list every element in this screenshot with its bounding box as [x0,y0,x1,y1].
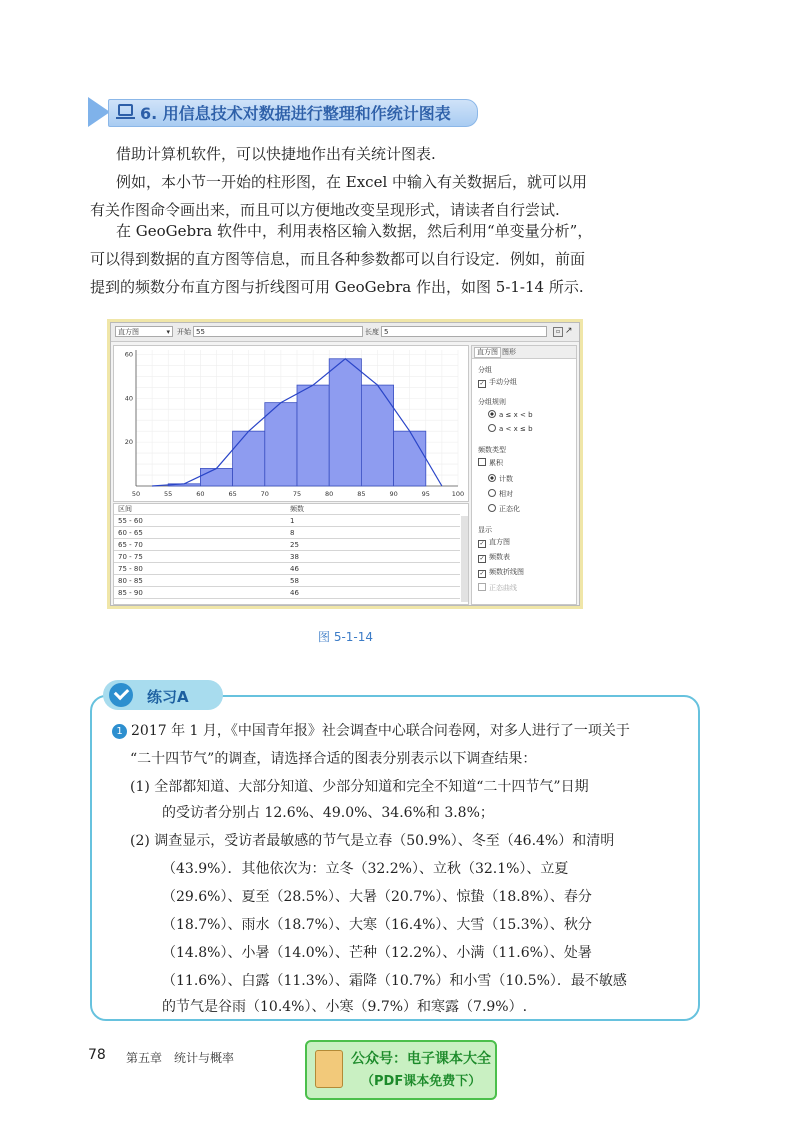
options-panel [471,345,577,605]
chapter-title: 第五章 统计与概率 [126,1051,235,1065]
frequency-cell: 38 [290,553,299,561]
geogebra-window [110,322,580,606]
table-row [114,516,460,527]
interval-cell: 65 - 70 [118,541,143,549]
chevron-down-icon: ▾ [166,328,170,336]
stamp-line1: 公众号：电子课本大全 [351,1051,491,1067]
exercise-line: (1) 全部都知道、大部分知道、少部分知道和完全不知道“二十四节气”日期 [130,779,589,795]
show-freq-polygon-label: 频数折线图 [489,568,524,576]
paragraph-line: 可以得到数据的直方图等信息，而且各种参数都可以自行设定．例如，前面 [90,250,586,268]
x-tick-label: 100 [451,490,465,498]
exercise-text: 2017 年 1 月，《中国青年报》社会调查中心联合问卷网，对多人进行了一项关于 [131,723,630,739]
histogram-bar [329,359,361,486]
y-tick-label: 60 [124,350,133,359]
y-tick-label: 40 [124,394,133,403]
exercise-line [112,717,630,746]
question-number: 1 [112,724,127,739]
show-histogram-label: 直方图 [489,538,510,546]
table-header-row [114,504,460,515]
group-classes-heading: 分组 [478,366,492,374]
checkbox-icon [478,458,486,466]
start-value: 55 [196,328,205,336]
radio-icon [488,424,496,432]
start-input[interactable] [193,326,363,337]
show-histogram-option[interactable] [478,538,510,548]
exercise-line: 的节气是谷雨（10.4%）、小寒（9.7%）和寒露（7.9%）. [162,999,528,1015]
frequency-cell: 25 [290,541,299,549]
interval-cell: 60 - 65 [118,529,143,537]
interval-cell: 70 - 75 [118,553,143,561]
histogram-bar [233,431,265,486]
geogebra-toolbar [111,323,579,342]
chart-type-value: 直方图 [118,328,139,336]
computer-icon [118,104,133,116]
width-value: 5 [384,328,389,336]
section-title: 6. 用信息技术对数据进行整理和作统计图表 [140,104,451,123]
paragraph-line: 有关作图命令画出来，而且可以方便地改变呈现形式，请读者自行尝试. [90,201,560,219]
y-tick-label: 20 [124,438,133,447]
radio-icon [488,410,496,418]
watermark-stamp [305,1040,497,1100]
x-tick-label: 55 [164,490,173,498]
stamp-line2: （PDF课本免费下） [361,1074,482,1089]
interval-cell: 75 - 80 [118,565,143,573]
frequency-cell: 46 [290,565,299,573]
x-tick-label: 80 [325,490,334,498]
rule-b-label: a < x ≤ b [499,425,533,433]
paragraph-line: 提到的频数分布直方图与折线图可用 GeoGebra 作出，如图 5-1-14 所示. [90,278,584,296]
frequency-cell: 1 [290,517,295,525]
panel-tabs [472,346,576,359]
show-heading: 显示 [478,526,492,534]
exercise-line: （11.6%）、白露（11.3%）、霜降（10.7%）和小雪（10.5%）．最不敏感 [162,973,627,989]
options-icon[interactable]: ▫ [553,327,563,337]
width-input[interactable] [381,326,547,337]
manual-classes-label: 手动分组 [489,378,517,386]
checkmark-icon [109,683,133,707]
group-rule-heading: 分组规则 [478,398,506,406]
radio-icon [488,504,496,512]
chart-type-select[interactable] [115,326,173,337]
x-tick-label: 70 [260,490,269,498]
exercise-line: （18.7%）、雨水（18.7%）、大寒（16.4%）、大雪（15.3%）、秋分 [162,917,592,933]
checkbox-icon: ✓ [479,540,485,547]
table-row [114,564,460,575]
book-icon [315,1050,343,1088]
show-freq-table-option[interactable] [478,553,510,563]
cumulative-label: 累积 [489,459,503,467]
interval-cell: 80 - 85 [118,577,143,585]
normal-curve-label: 正态曲线 [489,584,517,592]
export-icon[interactable]: ↗ [565,326,573,336]
manual-classes-option[interactable] [478,378,517,388]
frequency-cell: 46 [290,589,299,597]
header-frequency: 频数 [290,505,304,513]
table-row [114,576,460,587]
table-row [114,540,460,551]
relative-option[interactable] [488,489,513,499]
histogram-bar [394,431,426,486]
checkbox-icon: ✓ [479,380,485,387]
width-label: 长度 [365,328,379,336]
page-number: 78 [88,1047,106,1063]
checkbox-icon [478,583,486,591]
exercise-line: （29.6%）、夏至（28.5%）、大暑（20.7%）、惊蛰（18.8%）、春分 [162,889,592,905]
exercise-tag [103,680,223,710]
checkbox-icon: ✓ [479,570,485,577]
x-tick-label: 65 [228,490,237,498]
paragraph-line: 借助计算机软件，可以快捷地作出有关统计图表. [116,145,436,163]
table-row [114,552,460,563]
rule-a-option[interactable] [488,410,533,420]
histogram-plot [113,345,469,502]
table-scrollbar[interactable] [461,516,468,602]
normal-curve-option[interactable] [478,583,517,593]
cumulative-option[interactable] [478,458,503,468]
exercise-line: “二十四节气”的调查，请选择合适的图表分别表示以下调查结果： [130,751,537,767]
histogram-chart [114,346,468,501]
show-freq-polygon-option[interactable] [478,568,524,578]
exercise-line: (2) 调查显示，受访者最敏感的节气是立春（50.9%）、冬至（46.4%）和清明 [130,833,615,849]
x-tick-label: 75 [292,490,302,498]
radio-icon [488,474,496,482]
x-tick-label: 50 [131,490,141,498]
show-freq-table-label: 频数表 [489,553,510,561]
normalized-label: 正态化 [499,505,520,513]
rule-a-label: a ≤ x < b [499,411,533,419]
x-tick-label: 95 [421,490,430,498]
x-tick-label: 90 [389,490,398,498]
figure-caption: 图 5-1-14 [318,630,374,644]
section-banner [88,97,478,127]
frequency-table [113,503,469,605]
interval-cell: 55 - 60 [118,517,143,525]
x-tick-label: 85 [357,490,366,498]
rule-b-option[interactable] [488,424,533,434]
histogram-bar [265,403,297,486]
histogram-bar [200,468,232,486]
x-tick-label: 60 [196,490,205,498]
tab-histogram[interactable]: 直方图 [474,347,501,358]
exercise-line: 的受访者分别占 12.6%、49.0%、34.6%和 3.8%； [162,805,494,821]
start-label: 开始 [177,328,191,336]
exercise-tag-label: 练习A [147,688,189,706]
freq-type-heading: 频数类型 [478,446,506,454]
paragraph-line: 在 GeoGebra 软件中，利用表格区输入数据，然后利用“单变量分析”， [116,222,593,240]
exercise-line: （43.9%）．其他依次为：立冬（32.2%）、立秋（32.1%）、立夏 [162,861,569,877]
frequency-cell: 8 [290,529,295,537]
paragraph-line: 例如，本小节一开始的柱形图，在 Excel 中输入有关数据后，就可以用 [116,173,588,191]
frequency-cell: 58 [290,577,299,585]
radio-icon [488,489,496,497]
count-option[interactable] [488,474,513,484]
tab-graph[interactable]: 图形 [502,348,516,356]
interval-cell: 85 - 90 [118,589,143,597]
exercise-line: （14.8%）、小暑（14.0%）、芒种（12.2%）、小满（11.6%）、处暑 [162,945,592,961]
relative-label: 相对 [499,490,513,498]
normalized-option[interactable] [488,504,520,514]
checkbox-icon: ✓ [479,555,485,562]
header-interval: 区间 [118,505,132,513]
histogram-bar [297,385,329,486]
banner-arrow [88,97,110,127]
count-label: 计数 [499,475,513,483]
table-row [114,528,460,539]
table-row [114,588,460,599]
